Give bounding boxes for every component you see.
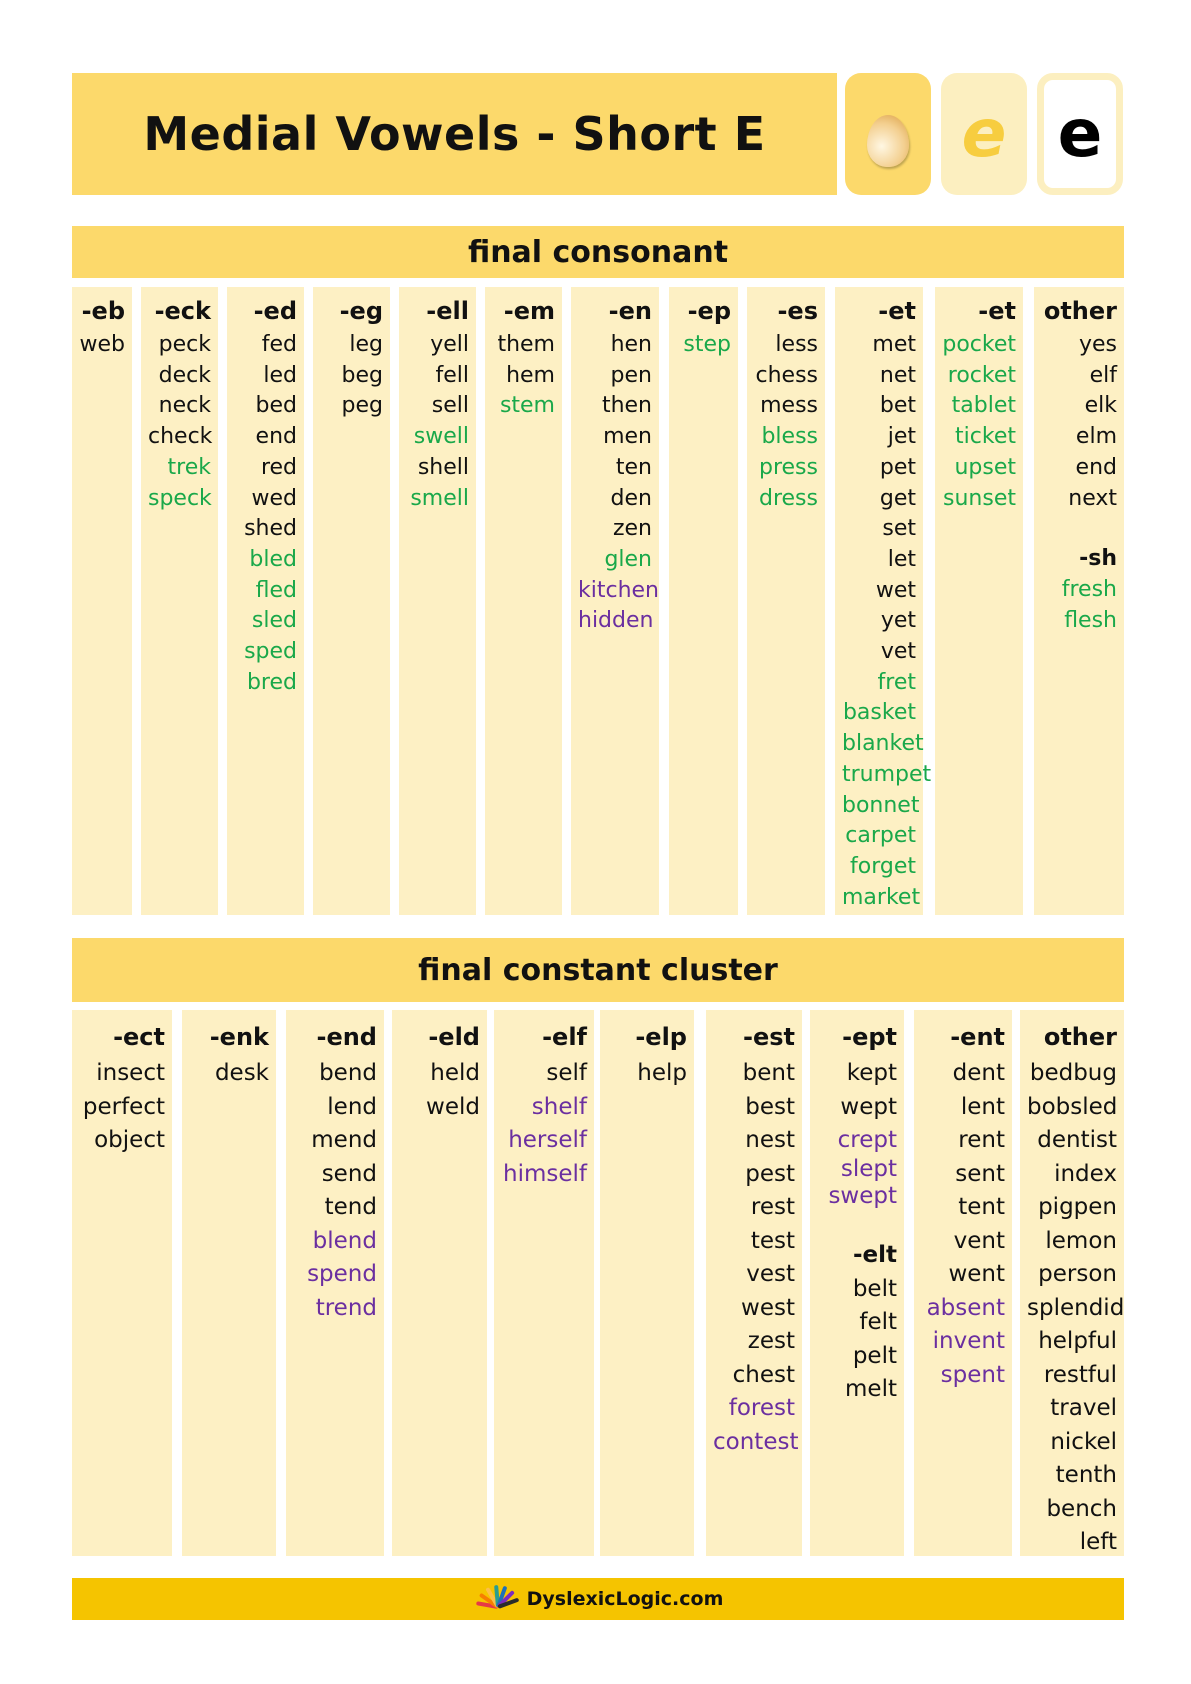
word-item: bless — [761, 424, 818, 450]
column-header: -en — [608, 297, 652, 325]
word-item: yell — [430, 332, 469, 357]
word-item: belt — [852, 1275, 897, 1302]
word-item: bed — [255, 393, 297, 419]
word-item: kitchen — [578, 577, 659, 603]
word-item: elf — [1089, 362, 1117, 388]
word-item: deck — [158, 362, 211, 388]
column-header: other — [1043, 1023, 1117, 1051]
word-item: flesh — [1064, 607, 1117, 633]
word-item: spent — [940, 1361, 1005, 1388]
word-item: red — [260, 454, 297, 480]
word-item: bench — [1046, 1495, 1117, 1522]
word-item: went — [948, 1261, 1005, 1287]
word-item: mess — [760, 393, 818, 419]
word-item: insect — [96, 1060, 165, 1086]
word-item: west — [741, 1294, 795, 1321]
word-item: swept — [828, 1182, 897, 1209]
word-item: rocket — [947, 362, 1016, 388]
word-item: peg — [341, 393, 383, 419]
column-header: other — [1043, 297, 1117, 325]
word-item: trek — [167, 454, 211, 480]
word-item: get — [879, 485, 916, 511]
footer-brand-text: DyslexicLogic.com — [526, 1588, 724, 1610]
word-item: glen — [604, 546, 652, 572]
word-item: let — [887, 546, 916, 572]
word-item: yes — [1078, 332, 1117, 357]
word-item: object — [94, 1127, 165, 1153]
word-item: dress — [759, 485, 818, 511]
letter-e-light: e — [961, 95, 1007, 172]
word-item: weld — [426, 1093, 480, 1120]
column-header: -elp — [635, 1023, 687, 1051]
word-item: test — [750, 1227, 795, 1254]
word-item: nest — [745, 1127, 795, 1153]
word-column — [182, 1010, 276, 1556]
word-item: rest — [750, 1194, 795, 1220]
word-item: shelf — [531, 1093, 587, 1120]
word-item: bled — [249, 546, 297, 572]
word-item: contest — [713, 1428, 799, 1455]
word-item: forest — [728, 1395, 795, 1421]
word-item: best — [745, 1093, 795, 1120]
title-banner — [72, 73, 837, 195]
word-item: melt — [845, 1376, 897, 1402]
word-item: rent — [958, 1127, 1005, 1153]
word-column — [914, 1010, 1012, 1556]
word-column — [835, 287, 932, 915]
word-item: beg — [341, 362, 383, 388]
word-item: peck — [158, 332, 211, 357]
column-header: -eck — [154, 297, 211, 325]
word-item: pelt — [852, 1342, 897, 1369]
section-heading-text: final constant cluster — [418, 952, 778, 988]
word-item: helpful — [1038, 1328, 1117, 1354]
word-item: elm — [1075, 424, 1117, 450]
word-item: sled — [251, 608, 297, 634]
word-item: dentist — [1037, 1127, 1117, 1153]
word-item: send — [321, 1160, 377, 1187]
word-item: index — [1054, 1160, 1117, 1187]
column-header: -ept — [842, 1023, 897, 1051]
word-column — [72, 1010, 172, 1556]
word-item: fresh — [1061, 576, 1117, 602]
word-item: trumpet — [842, 761, 932, 787]
word-column — [706, 1010, 802, 1556]
word-column — [600, 1010, 694, 1556]
word-item: tenth — [1055, 1462, 1117, 1488]
column-header: -ed — [253, 297, 297, 325]
word-item: tablet — [951, 393, 1016, 419]
word-item: upset — [954, 454, 1016, 480]
section-heading-final-cluster — [72, 938, 1124, 1002]
word-item: speck — [148, 485, 212, 511]
word-item: vest — [746, 1261, 795, 1287]
column-header: -eld — [428, 1023, 480, 1051]
word-item: end — [1075, 454, 1117, 480]
word-item: tend — [324, 1194, 377, 1220]
word-item: felt — [859, 1309, 897, 1335]
word-item: wed — [251, 485, 297, 511]
word-column — [935, 287, 1023, 915]
column-header: -em — [503, 297, 555, 325]
letter-tile-dark — [1037, 73, 1123, 195]
column-header: -ell — [426, 297, 469, 325]
word-item: kept — [846, 1060, 897, 1086]
footer-bar — [72, 1578, 1124, 1620]
word-column — [313, 287, 390, 915]
egg-picture-tile — [845, 73, 931, 195]
word-item: crept — [837, 1127, 897, 1153]
word-column — [1034, 287, 1124, 915]
word-item: desk — [214, 1060, 269, 1086]
word-item: fell — [435, 362, 469, 388]
rainbow-fan-logo-icon — [473, 1583, 519, 1615]
word-item: check — [148, 424, 213, 450]
word-column — [810, 1010, 904, 1556]
word-item: sell — [431, 393, 469, 419]
word-item: sunset — [943, 485, 1016, 511]
word-item: set — [882, 516, 916, 542]
word-item: help — [637, 1060, 687, 1086]
word-item: slept — [840, 1155, 897, 1182]
column-header: -et — [978, 297, 1016, 325]
word-item: person — [1038, 1261, 1117, 1287]
word-item: wet — [875, 577, 916, 603]
word-item: fret — [877, 669, 916, 695]
word-item: yet — [880, 608, 916, 634]
word-item: pest — [745, 1160, 795, 1187]
word-item: fled — [255, 577, 297, 603]
word-item: neck — [158, 393, 211, 419]
word-item: splendid — [1027, 1294, 1125, 1321]
column-header: -end — [316, 1023, 377, 1051]
word-item: left — [1079, 1529, 1117, 1555]
column-header: -et — [878, 297, 916, 325]
word-item: chess — [755, 362, 818, 388]
word-item: travel — [1050, 1395, 1117, 1421]
word-item: less — [775, 332, 818, 357]
column-subheader: -sh — [1079, 546, 1117, 572]
word-column — [392, 1010, 487, 1556]
word-item: pocket — [942, 332, 1016, 357]
word-column — [494, 1010, 594, 1556]
word-item: wept — [840, 1093, 897, 1120]
column-header: -eb — [81, 297, 125, 325]
column-header: -eg — [339, 297, 383, 325]
word-item: herself — [508, 1127, 587, 1153]
word-item: ten — [615, 454, 652, 480]
word-item: carpet — [845, 823, 916, 849]
column-header: -elf — [542, 1023, 587, 1051]
word-item: ticket — [955, 424, 1016, 450]
word-item: perfect — [82, 1093, 165, 1120]
page-title: Medial Vowels - Short E — [143, 107, 766, 161]
word-item: step — [683, 332, 731, 357]
egg-icon — [867, 115, 909, 167]
footer-brand[interactable] — [473, 1583, 724, 1615]
column-header: -ep — [687, 297, 731, 325]
word-item: nickel — [1050, 1428, 1117, 1455]
word-item: met — [872, 332, 916, 357]
word-item: zen — [612, 516, 652, 542]
word-item: absent — [926, 1294, 1005, 1321]
word-item: restful — [1043, 1361, 1117, 1388]
word-item: sent — [955, 1160, 1005, 1187]
word-item: forget — [850, 853, 916, 879]
word-item: hem — [506, 362, 555, 388]
word-item: dent — [952, 1060, 1005, 1086]
word-item: sped — [244, 639, 297, 665]
word-item: lent — [960, 1093, 1005, 1120]
word-item: blend — [312, 1227, 377, 1254]
word-item: net — [879, 362, 916, 388]
word-item: leg — [349, 332, 383, 357]
word-column — [485, 287, 562, 915]
word-item: pigpen — [1038, 1194, 1117, 1220]
word-item: chest — [732, 1361, 795, 1388]
word-item: market — [842, 884, 921, 910]
word-item: hen — [610, 332, 652, 357]
word-item: then — [601, 393, 652, 419]
section-heading-final-consonant — [72, 226, 1124, 278]
word-item: spend — [307, 1261, 377, 1287]
word-item: fed — [261, 332, 297, 357]
word-item: web — [79, 332, 125, 357]
word-item: vet — [880, 639, 916, 665]
word-item: bet — [879, 393, 916, 419]
letter-tile-light — [941, 73, 1027, 195]
word-column — [747, 287, 825, 915]
column-subheader: -elt — [852, 1242, 897, 1268]
letter-e-dark: e — [1057, 95, 1103, 172]
word-item: press — [759, 454, 818, 480]
word-item: bend — [319, 1060, 377, 1086]
word-item: pet — [879, 454, 916, 480]
word-item: elk — [1084, 393, 1117, 419]
word-item: den — [610, 485, 652, 511]
word-item: lemon — [1045, 1227, 1117, 1254]
column-header: -ect — [113, 1023, 165, 1051]
word-item: swell — [413, 424, 469, 450]
word-column — [141, 287, 218, 915]
word-item: bred — [246, 669, 297, 695]
word-item: held — [430, 1060, 480, 1086]
word-item: bedbug — [1029, 1060, 1117, 1086]
word-item: lend — [327, 1093, 377, 1120]
word-item: bonnet — [842, 792, 920, 818]
column-header: -est — [743, 1023, 795, 1051]
word-column — [571, 287, 659, 915]
word-item: pen — [610, 362, 652, 388]
word-item: invent — [932, 1328, 1005, 1354]
word-item: stem — [499, 393, 555, 419]
word-item: bent — [742, 1060, 795, 1086]
word-item: mend — [311, 1127, 377, 1153]
word-item: hidden — [578, 608, 654, 634]
word-item: vent — [953, 1227, 1005, 1254]
word-column — [227, 287, 304, 915]
word-item: shed — [244, 516, 297, 542]
word-item: tent — [958, 1194, 1005, 1220]
word-item: himself — [503, 1160, 587, 1187]
column-header: -es — [777, 297, 818, 325]
word-item: shell — [417, 454, 469, 480]
word-item: zest — [747, 1328, 795, 1354]
word-item: blanket — [842, 731, 924, 757]
column-header: -ent — [950, 1023, 1005, 1051]
word-column — [399, 287, 476, 915]
word-item: basket — [842, 700, 916, 726]
word-item: them — [497, 332, 555, 357]
word-item: trend — [315, 1294, 377, 1321]
word-column — [1020, 1010, 1124, 1556]
column-header: -enk — [209, 1023, 269, 1051]
word-column — [669, 287, 738, 915]
word-item: bobsled — [1027, 1093, 1118, 1120]
word-column — [72, 287, 132, 915]
word-item: men — [603, 424, 652, 450]
word-column — [286, 1010, 384, 1556]
section-heading-text: final consonant — [467, 234, 729, 270]
word-item: next — [1068, 485, 1117, 511]
word-item: smell — [410, 485, 469, 511]
word-item: led — [263, 362, 297, 388]
word-item: end — [255, 424, 297, 450]
word-item: self — [546, 1060, 587, 1086]
word-item: jet — [887, 424, 916, 450]
